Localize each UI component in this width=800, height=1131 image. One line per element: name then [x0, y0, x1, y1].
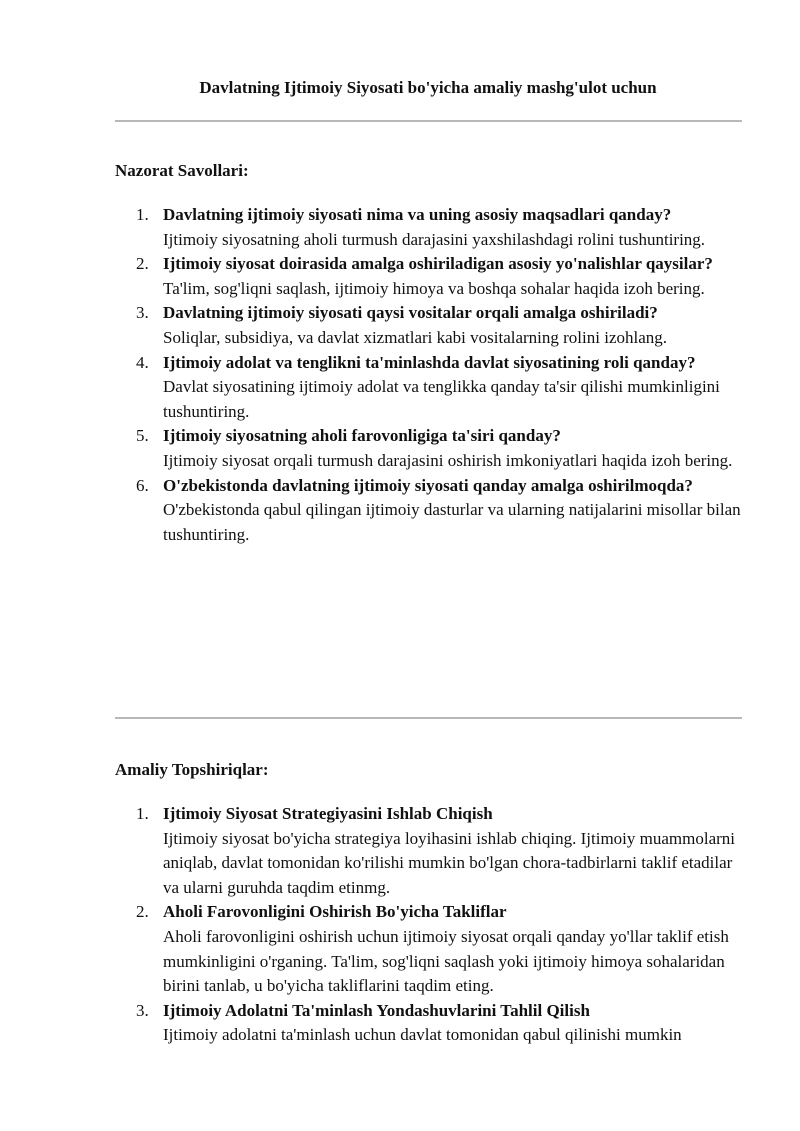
- list-item: [0, 301, 800, 350]
- list-item: [0, 474, 800, 548]
- section-heading-nazorat: Nazorat Savollari:: [115, 161, 249, 180]
- list-item: [0, 999, 800, 1048]
- practical-tasks-list: [0, 802, 800, 1048]
- list-item: [0, 900, 800, 998]
- item-title: Ijtimoiy adolat va tenglikni ta'minlashda davlat siyosatining roli qanday?: [163, 352, 696, 372]
- item-description: Soliqlar, subsidiya, va davlat xizmatlari kabi vositalarning rolini izohlang.: [163, 327, 668, 347]
- item-title: Davlatning ijtimoiy siyosati qaysi vositalar orqali amalga oshiriladi?: [163, 303, 658, 323]
- item-title: Ijtimoiy Siyosat Strategiyasini Ishlab Chiqish: [163, 804, 493, 823]
- section-heading-amaliy: Amaliy Topshiriqlar:: [115, 760, 269, 779]
- item-title: Ijtimoiy Adolatni Ta'minlash Yondashuvlarini Tahlil Qilish: [163, 1000, 590, 1020]
- item-title: Davlatning ijtimoiy siyosati nima va uning asosiy maqsadlari qanday?: [163, 205, 672, 224]
- item-description: Ijtimoiy siyosat bo'yicha strategiya loyihasini ishlab chiqing. Ijtimoiy muammolarni aniqlab, davlat tomonidan ko'rilishi mumkin bo'lgan chora-tadbirlarni taklif etadilar va ularni guruhda taqdim etinmg.: [163, 828, 736, 897]
- item-description: Ijtimoiy siyosatning aholi turmush darajasini yaxshilashdagi rolini tushuntiring.: [163, 229, 706, 249]
- item-number: 5.: [136, 426, 149, 446]
- list-item: [0, 351, 800, 425]
- item-number: 1.: [136, 804, 149, 823]
- item-title: Ijtimoiy siyosatning aholi farovonligiga ta'siri qanday?: [163, 426, 561, 446]
- item-number: 2.: [136, 902, 149, 922]
- document-title: Davlatning Ijtimoiy Siyosati bo'yicha amaliy mashg'ulot uchun: [199, 78, 657, 97]
- item-description: Ta'lim, sog'liqni saqlash, ijtimoiy himoya va boshqa sohalar haqida izoh bering.: [163, 278, 705, 298]
- item-number: 2.: [136, 254, 149, 274]
- item-number: 3.: [136, 303, 149, 323]
- list-item: [0, 252, 800, 301]
- item-number: 3.: [136, 1000, 149, 1020]
- item-title: Aholi Farovonligini Oshirish Bo'yicha Takliflar: [163, 902, 507, 922]
- item-title: Ijtimoiy siyosat doirasida amalga oshiriladigan asosiy yo'nalishlar qaysilar?: [163, 254, 713, 274]
- item-title: O'zbekistonda davlatning ijtimoiy siyosati qanday amalga oshirilmoqda?: [163, 475, 693, 495]
- item-number: 1.: [136, 205, 149, 224]
- item-description: Ijtimoiy adolatni ta'minlash uchun davlat tomonidan qabul qilinishi mumkin: [163, 1025, 682, 1045]
- item-number: 4.: [136, 352, 149, 372]
- item-description: Aholi farovonligini oshirish uchun ijtimoiy siyosat orqali qanday yo'llar taklif etish mumkinligini o'rganing. Ta'lim, sog'liqni saqlash yoki ijtimoiy himoya sohalaridan birini tanlab, u bo'yicha takliflarini taqdim eting.: [163, 926, 729, 996]
- item-description: Davlat siyosatining ijtimoiy adolat va tenglikka qanday ta'sir qilishi mumkinligini tushuntiring.: [163, 377, 720, 421]
- list-item: [0, 802, 800, 900]
- list-item: [0, 203, 800, 252]
- middle-divider: [115, 717, 742, 719]
- item-description: O'zbekistonda qabul qilingan ijtimoiy dasturlar va ularning natijalarini misollar bilan tushuntiring.: [163, 500, 741, 544]
- control-questions-list: [0, 203, 800, 547]
- item-number: 6.: [136, 475, 149, 495]
- list-item: [0, 424, 800, 473]
- top-divider: [115, 120, 742, 122]
- item-description: Ijtimoiy siyosat orqali turmush darajasini oshirish imkoniyatlari haqida izoh bering.: [163, 450, 733, 470]
